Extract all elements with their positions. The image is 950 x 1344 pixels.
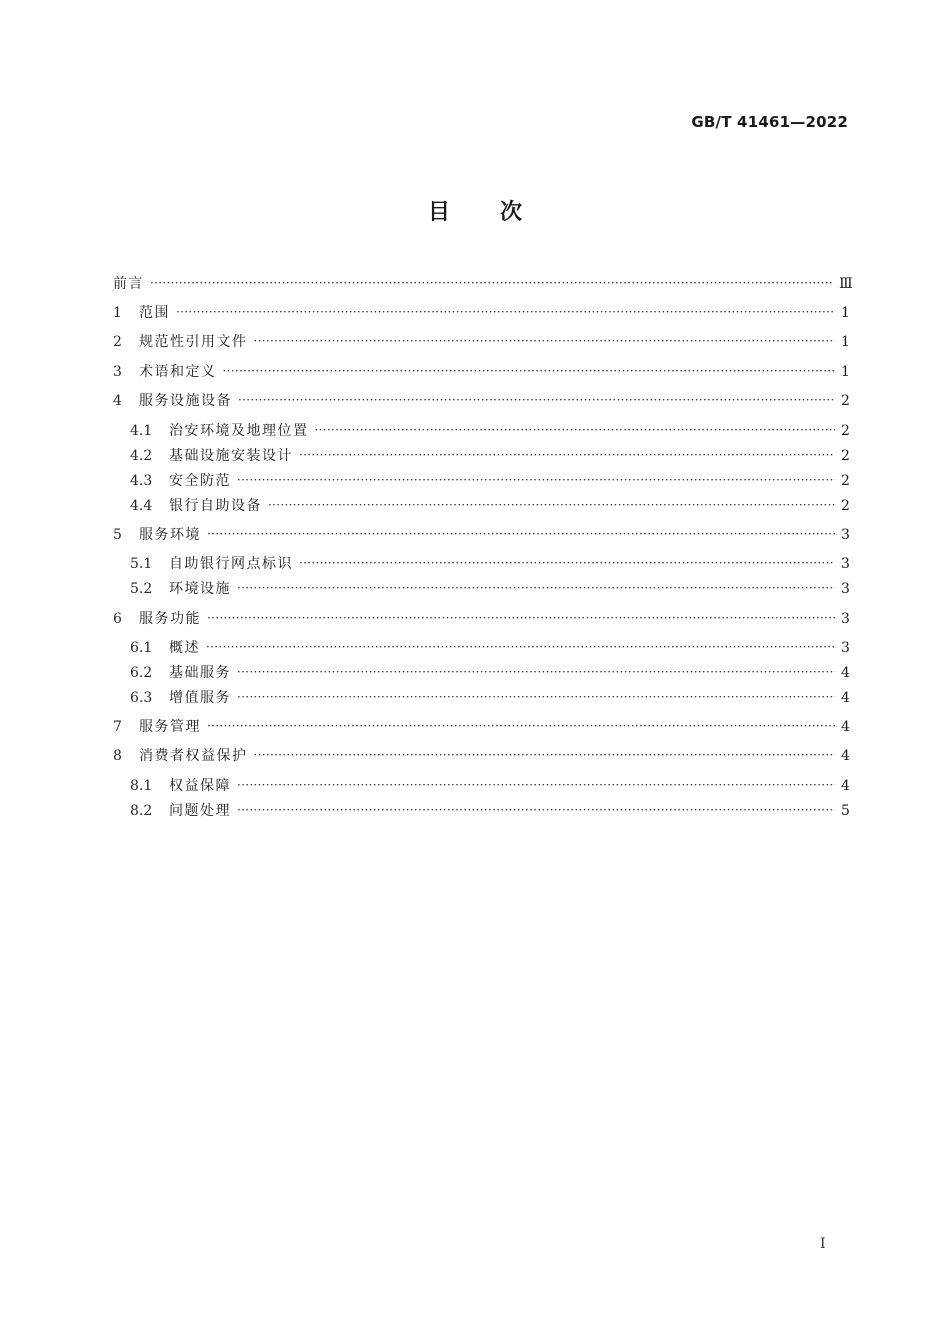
toc-entry-4-1[interactable] [113, 419, 849, 443]
toc-leader-dots [237, 799, 835, 823]
toc-entry-page: 3 [841, 527, 850, 543]
toc-entry-title: 安全防范 [169, 473, 231, 489]
toc-leader-dots [150, 272, 833, 296]
toc-entry-page: 2 [841, 448, 850, 464]
standard-number: GB/T 41461—2022 [691, 113, 848, 131]
toc-entry-page: 4 [841, 778, 850, 794]
toc-entry-title: 消费者权益保护 [139, 748, 248, 764]
toc-leader-dots [237, 661, 835, 685]
toc-entry-number: 6 [113, 611, 122, 627]
toc-entry-title: 基础设施安装设计 [169, 448, 293, 464]
toc-entry-title: 前言 [113, 276, 144, 292]
toc-entry-8-2[interactable] [113, 799, 849, 823]
toc-entry-page: 2 [841, 393, 850, 409]
toc-entry-5[interactable] [113, 523, 849, 547]
toc-entry-page: 1 [841, 305, 850, 321]
toc-entry-title: 权益保障 [169, 778, 231, 794]
toc-entry-page: 3 [841, 611, 850, 627]
toc-entry-number: 2 [113, 334, 122, 350]
toc-entry-number: 3 [113, 364, 122, 380]
toc-entry-page: 2 [841, 423, 850, 439]
toc-entry-1[interactable] [113, 301, 849, 325]
toc-entry-number: 6.2 [130, 665, 153, 681]
toc-leader-dots [299, 552, 835, 576]
toc-entry-6-1[interactable] [113, 636, 849, 660]
toc-leader-dots [254, 744, 836, 768]
toc-entry-title: 增值服务 [169, 690, 231, 706]
toc-entry-title: 范围 [139, 305, 170, 321]
toc-entry-6-2[interactable] [113, 661, 849, 685]
toc-leader-dots [207, 523, 835, 547]
toc-leader-dots [176, 301, 835, 325]
toc-entry-number: 5.2 [130, 581, 153, 597]
toc-entry-6-3[interactable] [113, 686, 849, 710]
toc-entry-title: 服务环境 [139, 527, 201, 543]
toc-entry-page: 4 [841, 690, 850, 706]
toc-leader-dots [315, 419, 836, 443]
toc-entry-title: 自助银行网点标识 [169, 556, 293, 572]
toc-entry-5-1[interactable] [113, 552, 849, 576]
toc-title: 目次 [427, 200, 572, 225]
toc-leader-dots [237, 774, 835, 798]
toc-entry-number: 8 [113, 748, 122, 764]
toc-entry-number: 8.1 [130, 778, 153, 794]
toc-entry-7[interactable] [113, 715, 849, 739]
toc-entry-page: 5 [841, 803, 850, 819]
toc-entry-title: 概述 [169, 640, 200, 656]
toc-leader-dots [237, 577, 835, 601]
toc-leader-dots [207, 607, 835, 631]
toc-entry-8[interactable] [113, 744, 849, 768]
toc-entry-4[interactable] [113, 389, 849, 413]
toc-leader-dots [299, 444, 835, 468]
toc-entry-title: 治安环境及地理位置 [169, 423, 309, 439]
toc-entry-title: 规范性引用文件 [139, 334, 248, 350]
toc-entry-4-2[interactable] [113, 444, 849, 468]
toc-entry-title: 服务管理 [139, 719, 201, 735]
toc-entry-3[interactable] [113, 360, 849, 384]
toc-entry-page: 3 [841, 556, 850, 572]
toc-entry-page: 3 [841, 640, 850, 656]
toc-entry-number: 4 [113, 393, 122, 409]
toc-entry-number: 1 [113, 305, 122, 321]
toc-leader-dots [254, 330, 836, 354]
toc-entry-number: 5 [113, 527, 122, 543]
page-number: I [820, 1236, 826, 1252]
toc-entry-title: 服务功能 [139, 611, 201, 627]
toc-entry-page: Ⅲ [839, 276, 853, 292]
toc-entry-page: 2 [841, 498, 850, 514]
toc-entry-page: 1 [841, 334, 850, 350]
toc-entry-page: 4 [841, 748, 850, 764]
toc-entry-page: 1 [841, 364, 850, 380]
toc-entry-title: 银行自助设备 [169, 498, 262, 514]
toc-entry-title: 问题处理 [169, 803, 231, 819]
toc-entry-page: 3 [841, 581, 850, 597]
toc-entry-number: 4.2 [130, 448, 153, 464]
toc-leader-dots [268, 494, 835, 518]
toc-entry-foreword[interactable] [113, 272, 853, 296]
toc-entry-number: 8.2 [130, 803, 153, 819]
toc-entry-6[interactable] [113, 607, 849, 631]
toc-entry-8-1[interactable] [113, 774, 849, 798]
toc-entry-title: 术语和定义 [139, 364, 217, 380]
toc-entry-2[interactable] [113, 330, 849, 354]
toc-leader-dots [223, 360, 836, 384]
toc-entry-page: 4 [841, 719, 850, 735]
toc-entry-4-3[interactable] [113, 469, 849, 493]
toc-entry-4-4[interactable] [113, 494, 849, 518]
toc-leader-dots [238, 389, 835, 413]
toc-leader-dots [237, 686, 835, 710]
toc-entry-5-2[interactable] [113, 577, 849, 601]
toc-entry-title: 基础服务 [169, 665, 231, 681]
toc-entry-number: 5.1 [130, 556, 153, 572]
toc-entry-page: 2 [841, 473, 850, 489]
toc-leader-dots [237, 469, 835, 493]
toc-entry-number: 7 [113, 719, 122, 735]
toc-entry-title: 服务设施设备 [139, 393, 232, 409]
toc-entry-title: 环境设施 [169, 581, 231, 597]
toc-entry-number: 6.1 [130, 640, 153, 656]
toc-leader-dots [207, 715, 835, 739]
toc-entry-number: 4.4 [130, 498, 153, 514]
toc-leader-dots [206, 636, 835, 660]
toc-entry-number: 4.3 [130, 473, 153, 489]
toc-entry-number: 4.1 [130, 423, 153, 439]
toc-entry-page: 4 [841, 665, 850, 681]
toc-entry-number: 6.3 [130, 690, 153, 706]
